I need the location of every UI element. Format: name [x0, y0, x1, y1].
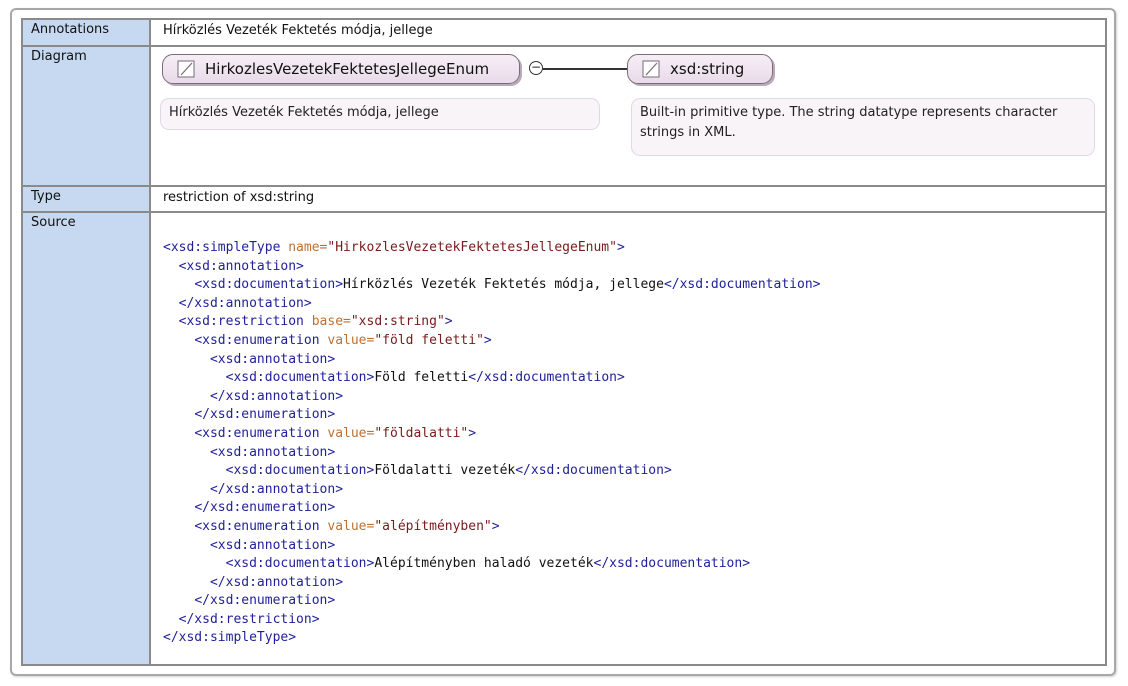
type-label: Type [22, 186, 150, 212]
schema-doc-table [21, 18, 1107, 666]
type-value: restriction of xsd:string [150, 186, 1106, 212]
source-token: "HirkozlesVezetekFektetesJellegeEnum" [327, 240, 617, 255]
source-row [22, 212, 1106, 665]
source-line [163, 499, 1105, 518]
source-line [163, 239, 1105, 258]
source-token: </xsd:enumeration> [194, 407, 336, 423]
annotations-row [22, 19, 1106, 46]
base-type-name: xsd:string [670, 60, 745, 78]
source-token: "alépítményben" [374, 518, 492, 534]
source-token: > [616, 240, 625, 255]
source-token: <xsd:documentation> [225, 463, 375, 479]
annotations-value: Hírközlés Vezeték Fektetés módja, jellege [150, 19, 1106, 46]
source-line [163, 444, 1105, 463]
source-line [163, 258, 1105, 277]
source-token: </xsd:documentation> [663, 277, 821, 293]
source-token: > [444, 314, 453, 330]
source-token: Földalatti vezeték [374, 463, 516, 479]
source-indent [163, 389, 210, 404]
source-token: <xsd:enumeration [194, 425, 328, 441]
source-token: </xsd:annotation> [209, 388, 344, 404]
source-indent [163, 593, 194, 608]
source-token: Hírközlés Vezeték Fektetés módja, jellege [343, 277, 664, 293]
source-token: </xsd:annotation> [209, 574, 344, 590]
simple-type-node[interactable] [162, 54, 520, 84]
source-code-block [163, 239, 1105, 648]
source-indent [163, 538, 210, 553]
connector-line [543, 68, 627, 70]
source-indent [163, 556, 226, 571]
simple-type-icon [642, 60, 660, 78]
source-token: base= [311, 314, 351, 330]
source-token: > [468, 425, 477, 441]
source-line [163, 369, 1105, 388]
source-line [163, 574, 1105, 593]
source-indent [163, 407, 194, 422]
source-token: </xsd:documentation> [515, 463, 672, 479]
source-indent [163, 482, 210, 497]
source-token: <xsd:annotation> [209, 444, 336, 460]
source-line [163, 332, 1105, 351]
source-indent [163, 277, 194, 292]
source-token: </xsd:simpleType> [163, 630, 297, 646]
source-token: Föld feletti [374, 370, 469, 386]
source-token: "xsd:string" [350, 314, 445, 330]
source-token: <xsd:simpleType [163, 240, 289, 255]
simple-type-doc-note: Hírközlés Vezeték Fektetés módja, jellege [160, 98, 600, 130]
source-token: <xsd:documentation> [194, 277, 344, 293]
source-token: > [491, 518, 500, 534]
source-line [163, 406, 1105, 425]
type-row [22, 186, 1106, 212]
source-token: Alépítményben haladó vezeték [374, 556, 594, 572]
simple-type-name: HirkozlesVezetekFektetesJellegeEnum [205, 60, 490, 78]
source-token: <xsd:restriction [178, 314, 312, 330]
source-token: <xsd:enumeration [194, 518, 328, 534]
diagram-canvas [150, 46, 1106, 186]
source-token: <xsd:annotation> [178, 258, 304, 274]
source-indent [163, 296, 179, 311]
source-token: </xsd:documentation> [593, 556, 751, 572]
source-token: <xsd:annotation> [209, 351, 336, 367]
source-indent [163, 370, 226, 385]
source-indent [163, 612, 179, 627]
documentation-frame [10, 8, 1116, 676]
source-token: > [483, 332, 492, 348]
source-line [163, 537, 1105, 556]
source-line [163, 629, 1105, 648]
diagram-row [22, 46, 1106, 186]
source-line [163, 388, 1105, 407]
source-indent [163, 445, 210, 460]
source-token: name= [288, 240, 328, 255]
source-cell [150, 212, 1106, 665]
source-indent [163, 426, 194, 441]
annotations-label: Annotations [22, 19, 150, 46]
source-line [163, 351, 1105, 370]
source-indent [163, 314, 179, 329]
collapse-toggle-icon[interactable]: − [530, 60, 542, 74]
source-token: value= [327, 518, 375, 534]
base-type-doc-note: Built-in primitive type. The string datatype represents character strings in XML. [631, 98, 1095, 156]
source-indent [163, 575, 210, 590]
source-indent [163, 463, 226, 478]
source-line [163, 518, 1105, 537]
source-token: <xsd:annotation> [209, 537, 336, 553]
source-token: <xsd:documentation> [225, 370, 375, 386]
source-token: "földalatti" [374, 425, 469, 441]
source-line [163, 425, 1105, 444]
source-line [163, 276, 1105, 295]
source-indent [163, 352, 210, 367]
diagram-label: Diagram [22, 46, 150, 186]
simple-type-icon [177, 60, 195, 78]
source-token: </xsd:annotation> [209, 481, 344, 497]
source-label: Source [22, 212, 150, 665]
source-line [163, 295, 1105, 314]
base-type-node[interactable] [627, 54, 773, 84]
source-token: </xsd:enumeration> [194, 500, 336, 516]
source-line [163, 555, 1105, 574]
source-indent [163, 519, 194, 534]
source-token: value= [327, 425, 375, 441]
source-line [163, 611, 1105, 630]
source-token: "föld feletti" [374, 332, 484, 348]
source-token: </xsd:documentation> [468, 370, 625, 386]
source-token: <xsd:documentation> [225, 556, 375, 572]
source-token: </xsd:restriction> [178, 611, 320, 627]
source-indent [163, 259, 179, 274]
source-token: <xsd:enumeration [194, 332, 328, 348]
source-token: </xsd:annotation> [178, 295, 312, 311]
source-token: </xsd:enumeration> [194, 593, 336, 609]
source-indent [163, 333, 194, 348]
source-indent [163, 500, 194, 515]
source-line [163, 313, 1105, 332]
source-token: value= [327, 332, 375, 348]
source-line [163, 592, 1105, 611]
source-line [163, 481, 1105, 500]
source-line [163, 462, 1105, 481]
